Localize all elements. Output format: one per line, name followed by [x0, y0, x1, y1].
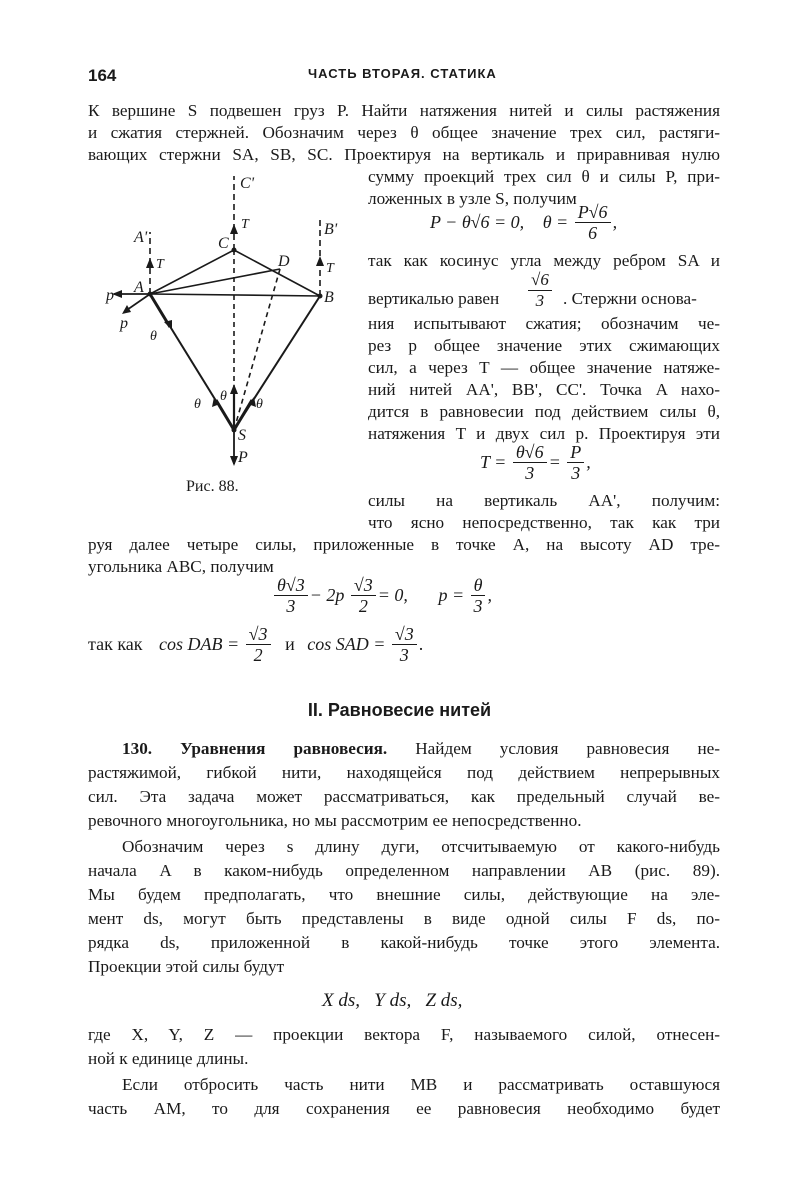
cos-dab: cos DAB = — [159, 634, 240, 654]
edge-ab — [150, 294, 320, 296]
label-load-p: P — [238, 449, 248, 466]
text-line: Если отбросить часть нити MB и рассматривать оставшуюся — [122, 1075, 720, 1094]
numerator: θ√3 — [274, 575, 308, 596]
cos-and: и — [285, 634, 295, 654]
denominator: 3 — [286, 596, 296, 616]
text-line: рядка ds, приложенной в какой-нибудь точке этого элемента. — [88, 933, 720, 952]
text-line: дится в равновесии под действием силы θ, — [368, 402, 720, 421]
figure-88 — [108, 172, 352, 474]
label-t: T — [241, 217, 249, 232]
arrow-t-b — [316, 256, 324, 266]
label-c: C — [218, 235, 229, 252]
label-theta: θ — [220, 389, 227, 404]
running-head: ЧАСТЬ ВТОРАЯ. СТАТИКА — [308, 66, 497, 81]
force-theta-sb — [234, 400, 252, 430]
numerator: √6 — [528, 270, 552, 291]
denominator: 3 — [571, 463, 581, 483]
label-theta: θ — [256, 397, 263, 412]
text-line: угольника ABC, получим — [88, 557, 274, 576]
denominator: 2 — [253, 645, 263, 665]
edge-cb — [234, 250, 320, 296]
fraction — [567, 442, 584, 483]
equation-4: X ds, Y ds, Z ds, — [322, 990, 463, 1011]
text-line: вертикалью равен — [368, 289, 500, 308]
arrow-theta-up — [230, 384, 238, 394]
denominator: 3 — [473, 596, 483, 616]
fraction — [513, 442, 547, 483]
text-line: ревочного многоугольника, но мы рассмотрим ее непосредственно. — [88, 811, 582, 830]
arrow-p-down — [122, 305, 131, 314]
label-t: T — [326, 261, 334, 276]
label-theta: θ — [194, 397, 201, 412]
numerator: θ√6 — [513, 442, 547, 463]
fraction-sqrt6-3 — [526, 270, 554, 311]
label-t: T — [156, 257, 164, 272]
text-line: так как косинус угла между ребром SA и — [368, 251, 720, 270]
text-span: Найдем условия равновесия не- — [415, 739, 720, 758]
text-line: вающих стержни SA, SB, SC. Проектируя на вертикаль и приравнивая нулю — [88, 145, 720, 164]
denominator: 3 — [525, 463, 535, 483]
numerator: P — [567, 442, 584, 463]
numerator: θ — [471, 575, 486, 596]
label-b: B — [324, 289, 334, 306]
node-b — [318, 294, 323, 299]
numerator: √3 — [351, 575, 376, 596]
text-line: натяжения T и двух сил p. Проектируя эти — [368, 424, 720, 443]
fraction — [471, 575, 486, 616]
text-line: К вершине S подвешен груз P. Найти натяжения нитей и силы растяжения — [88, 101, 720, 120]
text-line: мент ds, могут быть представлены в виде одной силы F ds, по- — [88, 909, 720, 928]
eq2-lhs: T = — [480, 452, 507, 472]
line-ad — [150, 269, 280, 294]
arrow-load — [230, 456, 238, 466]
fraction — [528, 270, 552, 311]
text-line: . Стержни основа- — [563, 289, 697, 308]
section-title: II. Равновесие нитей — [307, 700, 492, 720]
text-line: и сжатия стержней. Обозначим через θ общее значение трех сил, растяги- — [88, 123, 720, 142]
text-line: начала A в каком-нибудь определенном направлении AB (рис. 89). — [88, 861, 720, 880]
label-c-prime: C' — [240, 175, 255, 192]
eq1-theta: θ = — [542, 212, 569, 232]
label-d: D — [278, 253, 290, 270]
fraction — [351, 575, 376, 616]
text-line: что ясно непосредственно, так как три — [368, 513, 720, 532]
label-a-prime: A' — [134, 229, 148, 246]
numerator: P√6 — [575, 202, 611, 223]
eq3-eq: = 0, — [377, 585, 408, 605]
fraction — [274, 575, 308, 616]
text-line: Мы будем предполагать, что внешние силы, действующие на эле- — [88, 885, 720, 904]
text-line: сил, а через T — общее значение натяже- — [368, 358, 720, 377]
label-p: p — [120, 315, 128, 332]
text-line: ния испытывают сжатия; обозначим че- — [368, 314, 720, 333]
text-line: сумму проекций трех сил θ и силы P, при- — [368, 167, 720, 186]
page-number: 164 — [88, 66, 117, 85]
text-line: Обозначим через s длину дуги, отсчитываемую от какого-нибудь — [122, 837, 720, 856]
text-line: рез p общее значение этих сжимающих — [368, 336, 720, 355]
arrow-t-a — [146, 258, 154, 268]
text-line: где X, Y, Z — проекции вектора F, называемого силой, отнесен- — [88, 1025, 720, 1044]
numerator: √3 — [246, 624, 271, 645]
denominator: 3 — [399, 645, 409, 665]
text-line: руя далее четыре силы, приложенные в точке A, на высоту AD тре- — [88, 535, 720, 554]
text-line: силы на вертикаль AA', получим: — [368, 491, 720, 510]
node-a — [148, 292, 153, 297]
denominator: 6 — [588, 223, 598, 243]
denominator: 2 — [358, 596, 368, 616]
node-c — [232, 248, 237, 253]
label-theta: θ — [150, 329, 157, 344]
label-a: A — [134, 279, 144, 296]
cos-lead: так как — [88, 634, 143, 654]
fraction — [392, 624, 417, 665]
figure-caption: Рис. 88. — [186, 478, 239, 495]
force-theta-sa — [216, 400, 234, 430]
text-line: сил. Эта задача может рассматриваться, как предельный случай ве- — [88, 787, 720, 806]
equation-3: $\frac{\theta√3}{3}$ − 2p $\frac{√3}{2}$ = 0, p = $\frac{\theta}{3}$ , — [272, 575, 492, 616]
text-line: ний нитей AA', BB', CC'. Точка A нахо- — [368, 380, 720, 399]
text-line: ложенных в узле S, получим — [368, 189, 577, 208]
eq3-minus: − 2p — [309, 585, 345, 605]
arrow-t-c — [230, 224, 238, 234]
label-b-prime: B' — [324, 221, 338, 238]
fraction — [246, 624, 271, 665]
equation-1: P − θ√6 = 0, θ = $\frac{P√6}{6}$ , — [430, 202, 618, 243]
node-s — [232, 428, 237, 433]
paragraph-130-first-line — [122, 738, 720, 760]
text-line: Проекции этой силы будут — [88, 957, 285, 976]
numerator: √3 — [392, 624, 417, 645]
eq1-lhs: P − θ√6 = 0, — [430, 212, 525, 232]
label-s: S — [238, 427, 246, 444]
cos-line: так как cos DAB = $\frac{√3}{2}$ и cos SAD = $\frac{√3}{3}$ . — [88, 624, 424, 665]
label-p: p — [106, 287, 114, 304]
text-line: растяжимой, гибкой нити, находящейся под действием непрерывных — [88, 763, 720, 782]
fraction — [575, 202, 611, 243]
text-line: часть AM, то для сохранения ее равновесия необходимо будет — [88, 1099, 720, 1118]
text-line: ной к единице длины. — [88, 1049, 249, 1068]
eq3-p: p = — [438, 585, 465, 605]
denominator: 3 — [535, 291, 545, 310]
paragraph-number: 130. Уравнения равновесия. — [122, 739, 388, 758]
equation-2: T = $\frac{\theta√6}{3}$ = $\frac{P}{3}$ , — [480, 442, 591, 483]
cos-sad: cos SAD = — [307, 634, 386, 654]
